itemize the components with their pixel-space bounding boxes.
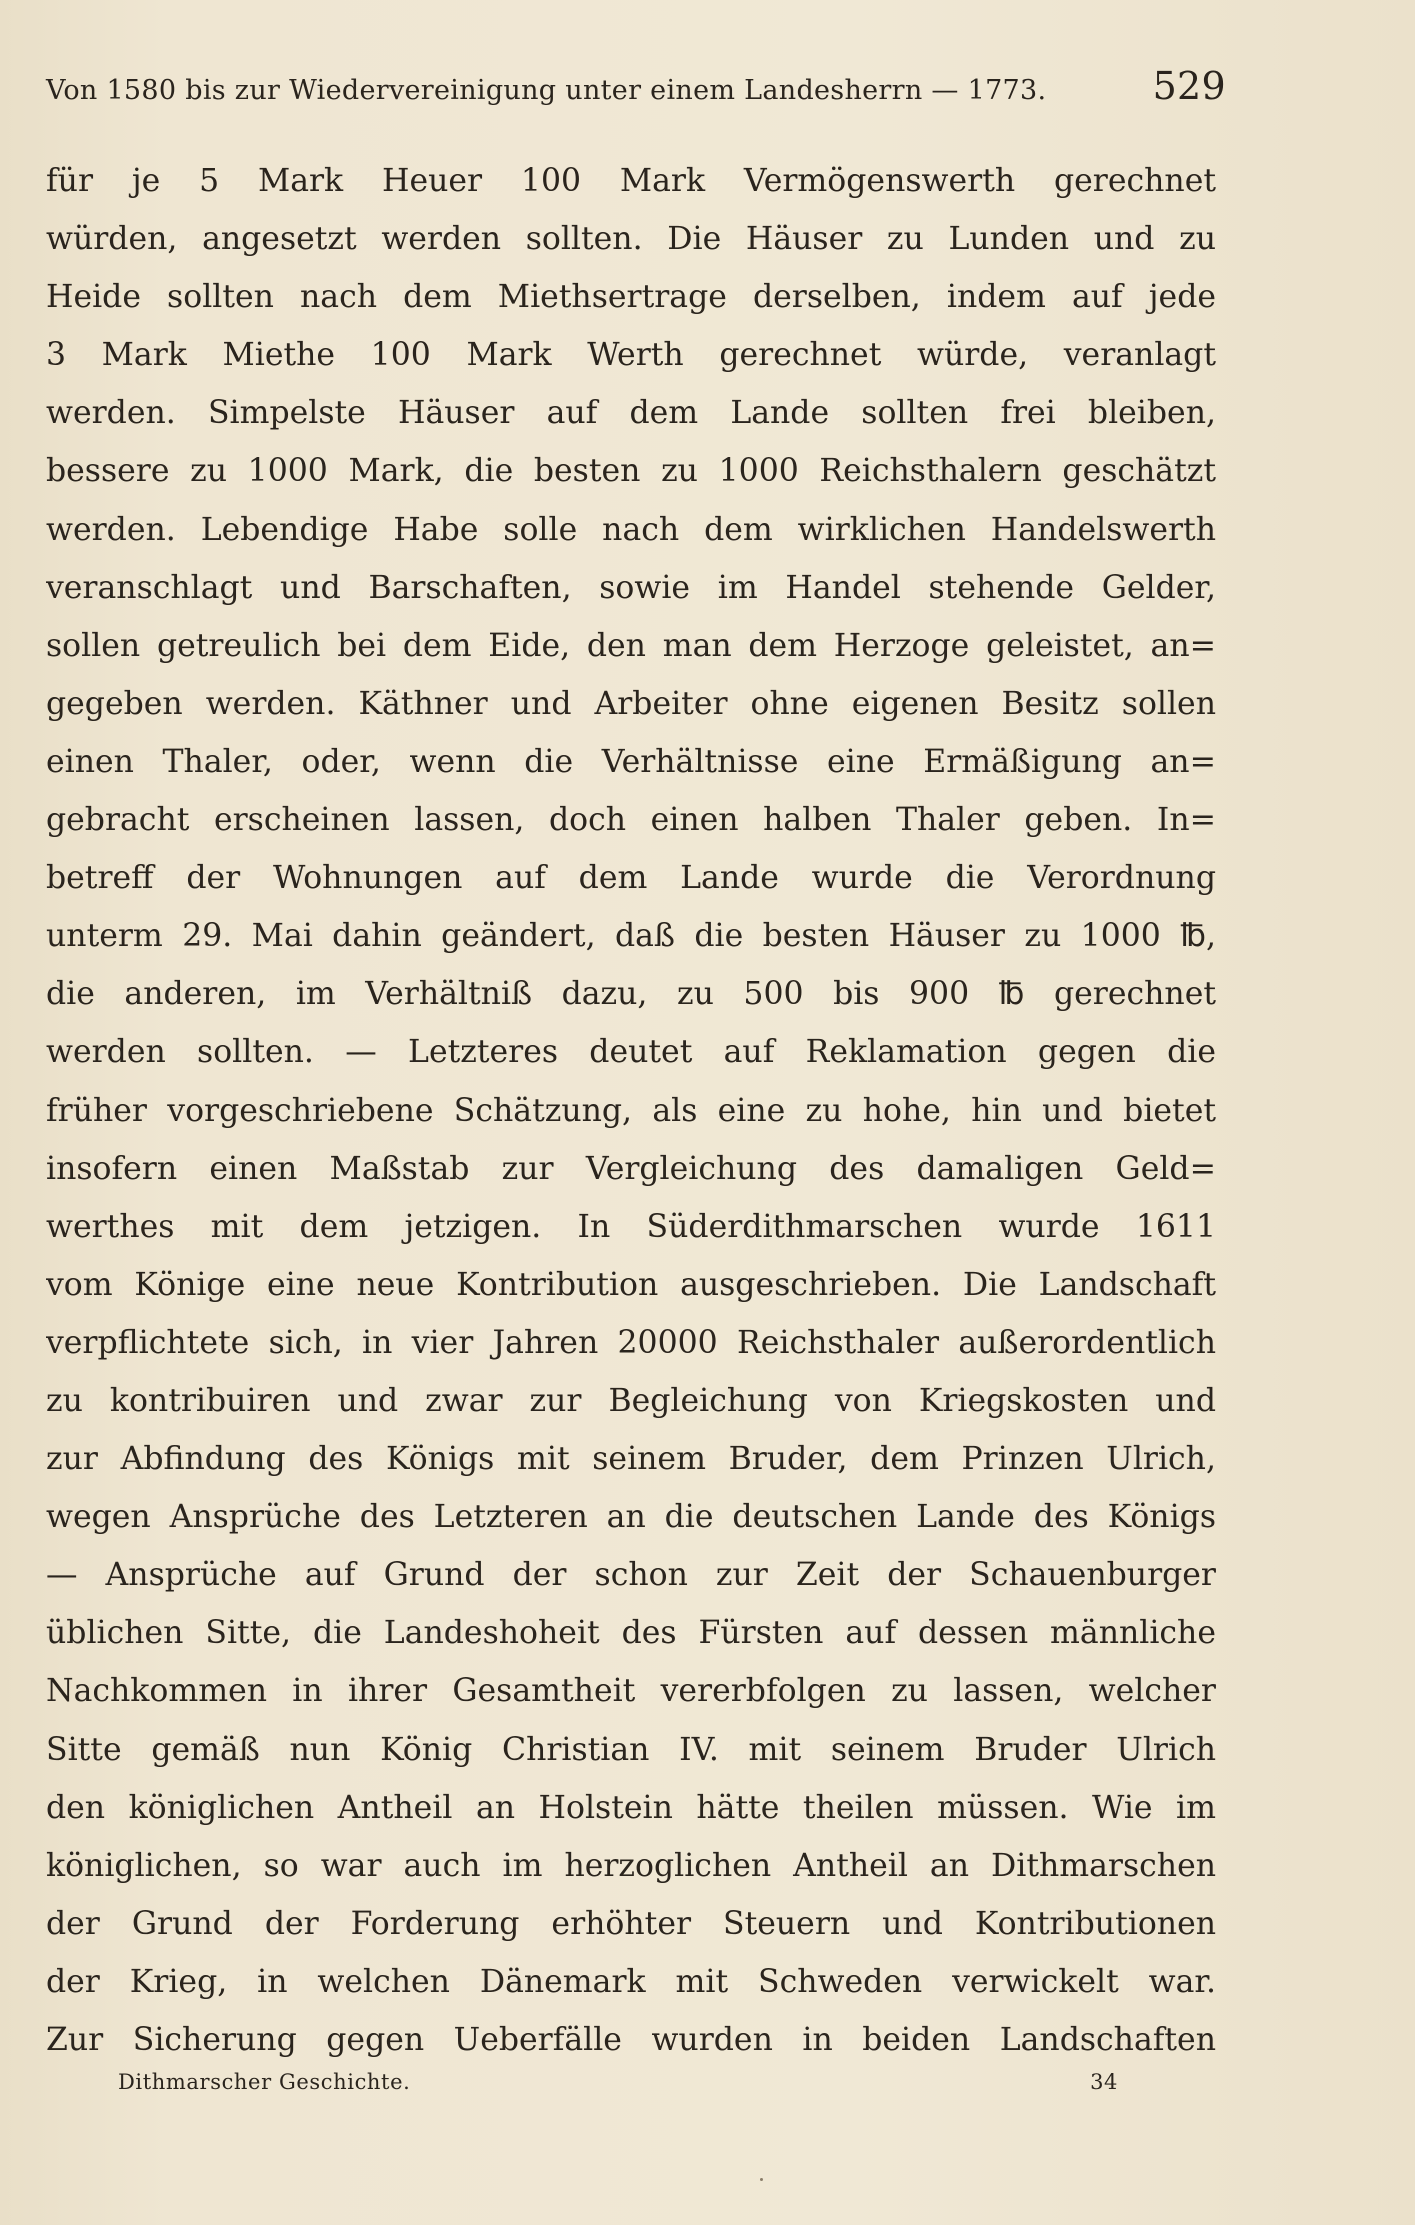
text-line: Heide sollten nach dem Miethsertrage derselben, indem auf jede <box>46 279 1216 316</box>
text-line: werden. Lebendige Habe solle nach dem wirklichen Handelswerth <box>46 511 1216 548</box>
text-line: werden sollten. — Letzteres deutet auf Reklamation gegen die <box>46 1034 1216 1071</box>
text-line: die anderen, im Verhältniß dazu, zu 500 bis 900 ℔ gerechnet <box>46 976 1216 1013</box>
text-line: der Grund der Forderung erhöhter Steuern und Kontributionen <box>46 1905 1216 1942</box>
body-text <box>46 152 1216 2069</box>
text-line: den königlichen Antheil an Holstein hätte theilen müssen. Wie im <box>46 1789 1216 1826</box>
text-line: einen Thaler, oder, wenn die Verhältnisse eine Ermäßigung an= <box>46 743 1216 780</box>
page-number: 529 <box>1152 64 1226 108</box>
text-line: vom Könige eine neue Kontribution ausgeschrieben. Die Landschaft <box>46 1266 1216 1303</box>
text-line: früher vorgeschriebene Schätzung, als eine zu hohe, hin und bietet <box>46 1092 1216 1129</box>
text-line: veranschlagt und Barschaften, sowie im Handel stehende Gelder, <box>46 569 1216 606</box>
text-line: zu kontribuiren und zwar zur Begleichung von Kriegskosten und <box>46 1382 1216 1419</box>
text-line: wegen Ansprüche des Letzteren an die deutschen Lande des Königs <box>46 1499 1216 1536</box>
text-line: Zur Sicherung gegen Ueberfälle wurden in beiden Landschaften <box>46 2022 1216 2058</box>
text-line: verpflichtete sich, in vier Jahren 20000 Reichsthaler außerordentlich <box>46 1324 1216 1361</box>
text-line: betreff der Wohnungen auf dem Lande wurde die Verordnung <box>46 860 1216 897</box>
footer <box>118 2070 1118 2094</box>
text-line: werthes mit dem jetzigen. In Süderdithmarschen wurde 1611 <box>46 1208 1216 1245</box>
running-header <box>46 64 1226 108</box>
text-line: königlichen, so war auch im herzoglichen Antheil an Dithmarschen <box>46 1847 1216 1884</box>
signature-mark: 34 <box>1090 2070 1118 2094</box>
text-line: insofern einen Maßstab zur Vergleichung des damaligen Geld= <box>46 1150 1216 1187</box>
text-line: Sitte gemäß nun König Christian IV. mit seinem Bruder Ulrich <box>46 1731 1216 1768</box>
text-line: gegeben werden. Käthner und Arbeiter ohne eigenen Besitz sollen <box>46 685 1216 722</box>
signature-title: Dithmarscher Geschichte. <box>118 2070 411 2094</box>
text-line: üblichen Sitte, die Landeshoheit des Fürsten auf dessen männliche <box>46 1615 1216 1652</box>
paper-speck <box>760 2178 763 2181</box>
text-line: werden. Simpelste Häuser auf dem Lande sollten frei bleiben, <box>46 395 1216 432</box>
text-line: der Krieg, in welchen Dänemark mit Schweden verwickelt war. <box>46 1963 1216 2000</box>
text-line: unterm 29. Mai dahin geändert, daß die besten Häuser zu 1000 ℔, <box>46 918 1216 955</box>
text-line: für je 5 Mark Heuer 100 Mark Vermögenswerth gerechnet <box>46 163 1216 199</box>
running-title: Von 1580 bis zur Wiedervereinigung unter einem Landesherrn — 1773. <box>46 75 1047 106</box>
text-line: Nachkommen in ihrer Gesamtheit vererbfolgen zu lassen, welcher <box>46 1673 1216 1710</box>
text-line: gebracht erscheinen lassen, doch einen halben Thaler geben. In= <box>46 802 1216 839</box>
text-line: sollen getreulich bei dem Eide, den man dem Herzoge geleistet, an= <box>46 627 1216 664</box>
text-line: — Ansprüche auf Grund der schon zur Zeit der Schauenburger <box>46 1557 1216 1594</box>
text-line: 3 Mark Miethe 100 Mark Werth gerechnet würde, veranlagt <box>46 337 1216 374</box>
text-line: würden, angesetzt werden sollten. Die Häuser zu Lunden und zu <box>46 221 1216 258</box>
text-line: zur Abfindung des Königs mit seinem Bruder, dem Prinzen Ulrich, <box>46 1441 1216 1478</box>
text-line: bessere zu 1000 Mark, die besten zu 1000 Reichsthalern geschätzt <box>46 453 1216 490</box>
